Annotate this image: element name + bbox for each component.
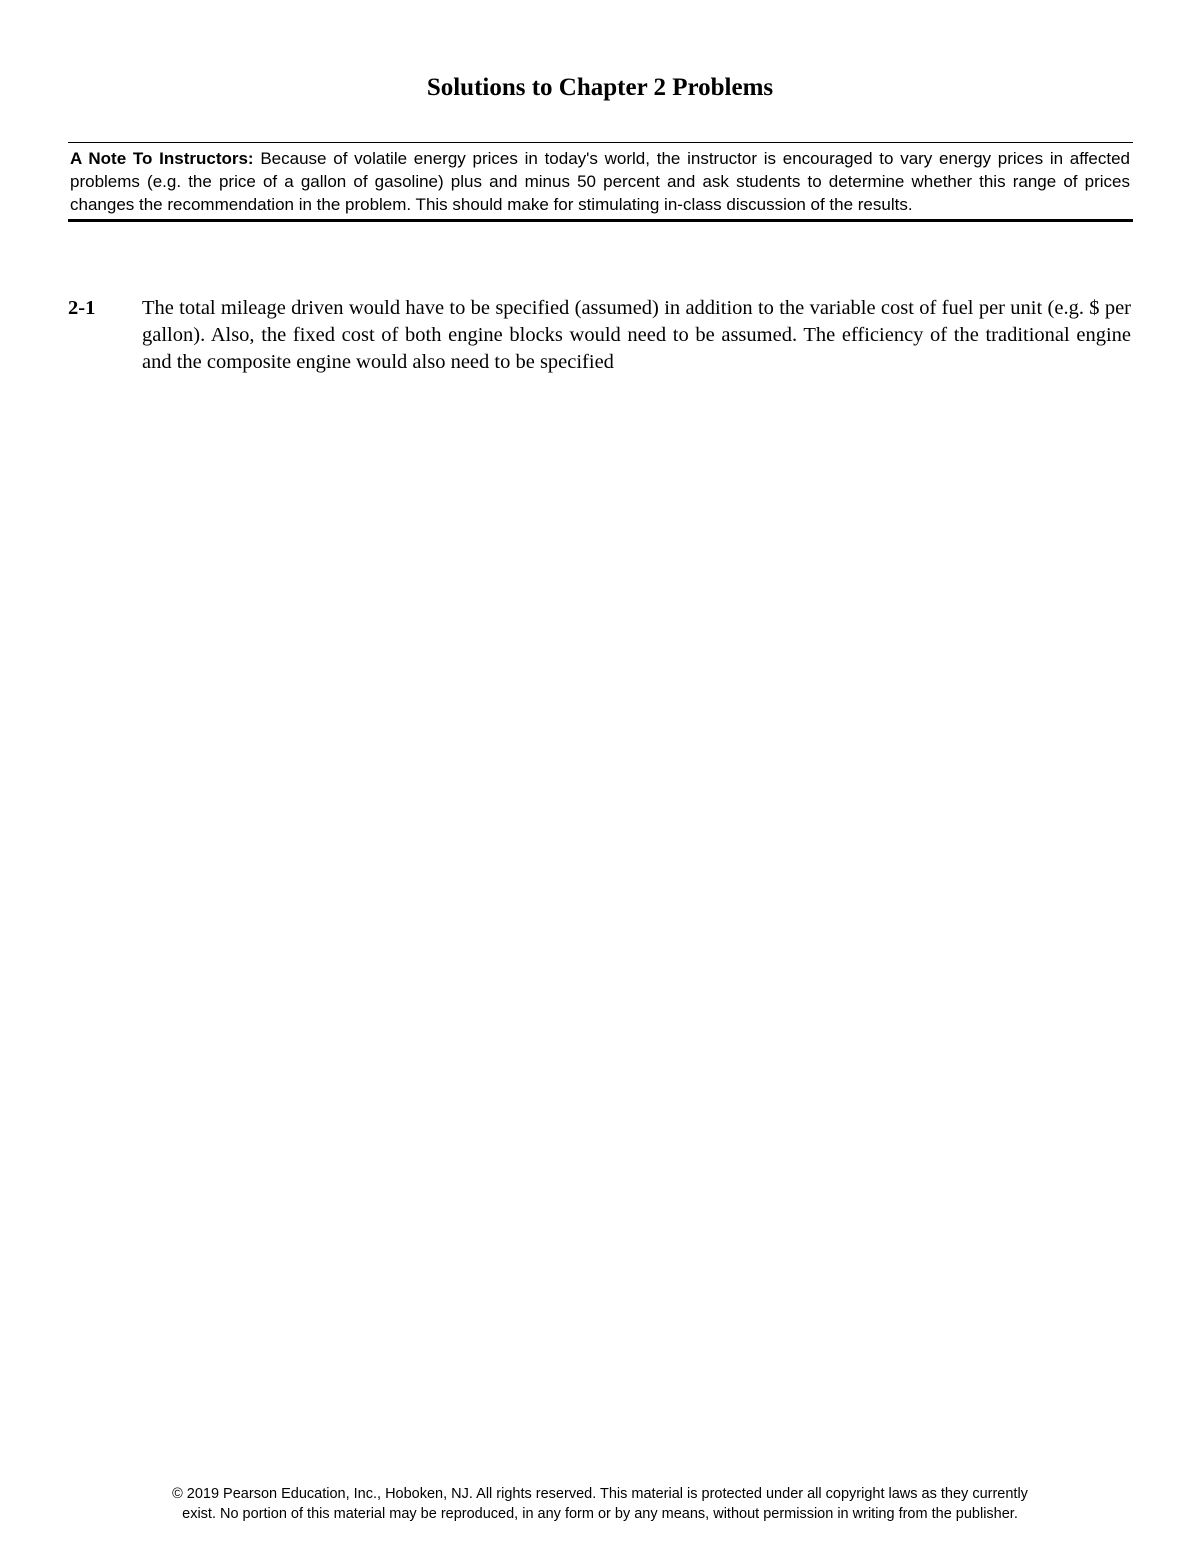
copyright-footer — [0, 1484, 1200, 1524]
instructor-note-text: Because of volatile energy prices in today's world, the instructor is encouraged to vary energy prices in affected problems (e.g. the price of a gallon of gasoline) plus and minus 50 percent and ask students to determine whether this range of prices changes the recommendation in the problem. This should make for stimulating in-class discussion of the results. — [70, 149, 1130, 214]
problem-2-1 — [68, 295, 1131, 376]
copyright-line-1: © 2019 Pearson Education, Inc., Hoboken, NJ. All rights reserved. This material is protected under all copyright laws as they currently — [172, 1486, 1028, 1502]
instructor-note-box — [68, 142, 1133, 222]
copyright-line-2: exist. No portion of this material may be reproduced, in any form or by any means, without permission in writing from the publisher. — [182, 1506, 1018, 1522]
problem-number: 2-1 — [68, 297, 96, 319]
instructor-note-label: A Note To Instructors: — [70, 149, 254, 168]
page-title: Solutions to Chapter 2 Problems — [426, 74, 774, 101]
problem-answer-text: The total mileage driven would have to be specified (assumed) in addition to the variable cost of fuel per unit (e.g. $ per gallon). Also, the fixed cost of both engine blocks would need to be assumed. The efficiency of the traditional engine and the composite engine would also need to be specified — [142, 297, 1131, 373]
